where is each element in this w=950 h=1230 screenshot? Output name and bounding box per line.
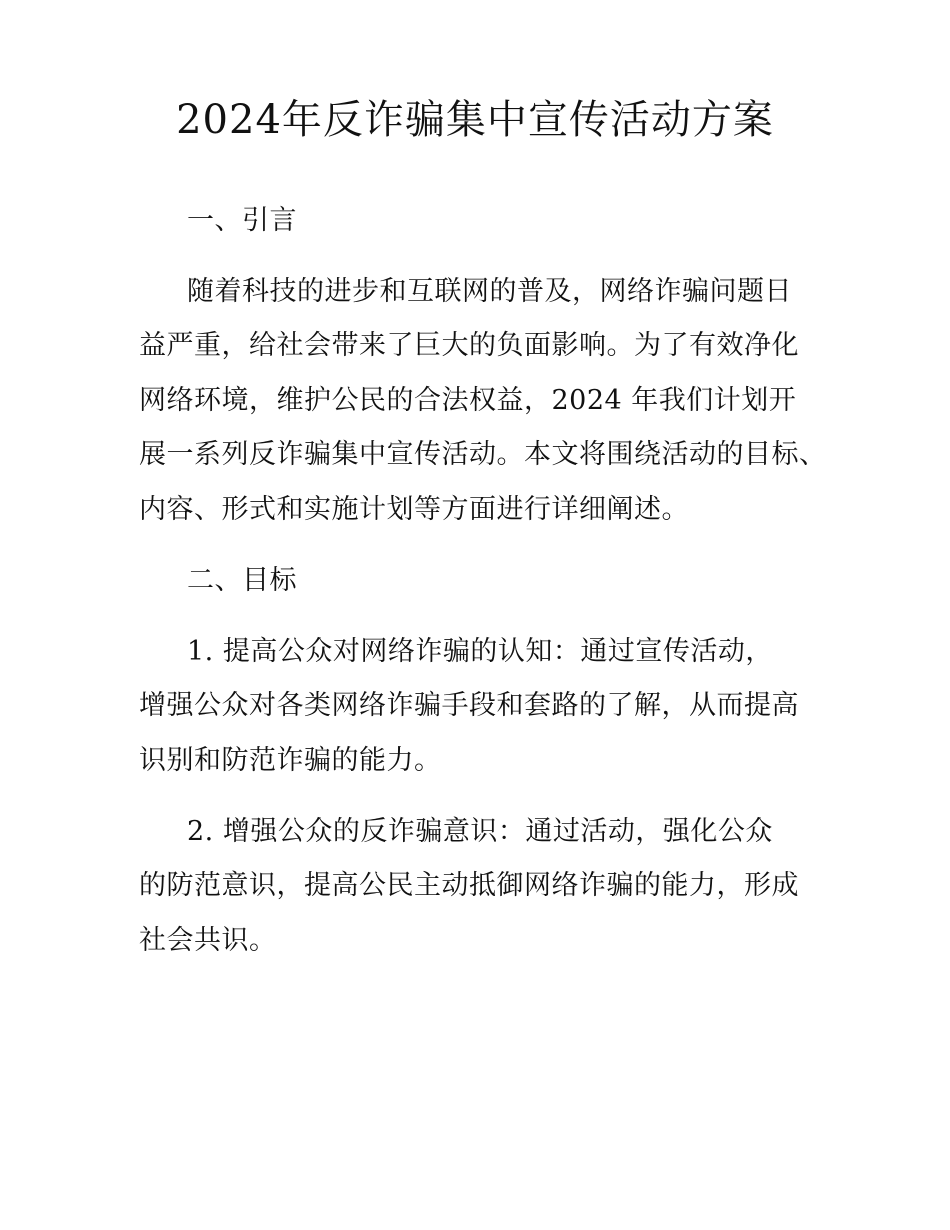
paragraph-line: 网络环境，维护公民的合法权益，2024 年我们计划开 — [139, 385, 797, 416]
paragraph-line: 的防范意识，提高公民主动抵御网络诈骗的能力，形成 — [139, 870, 799, 901]
section-heading-introduction: 一、引言 — [187, 205, 297, 236]
paragraph-line: 增强公众对各类网络诈骗手段和套路的了解，从而提高 — [139, 690, 799, 721]
section-heading-goals: 二、目标 — [187, 565, 297, 596]
paragraph-line: 随着科技的进步和互联网的普及，网络诈骗问题日 — [187, 276, 792, 307]
document-title: 2024年反诈骗集中宣传活动方案 — [176, 97, 774, 143]
paragraph-line: 益严重，给社会带来了巨大的负面影响。为了有效净化 — [139, 330, 799, 361]
paragraph-line: 2. 增强公众的反诈骗意识：通过活动，强化公众 — [187, 816, 773, 847]
paragraph-line: 展一系列反诈骗集中宣传活动。本文将围绕活动的目标、 — [139, 439, 827, 470]
paragraph-line: 识别和防范诈骗的能力。 — [139, 745, 442, 776]
paragraph-line: 社会共识。 — [139, 925, 277, 956]
paragraph-line: 1. 提高公众对网络诈骗的认知：通过宣传活动， — [187, 636, 773, 667]
paragraph-line: 内容、形式和实施计划等方面进行详细阐述。 — [139, 494, 689, 525]
